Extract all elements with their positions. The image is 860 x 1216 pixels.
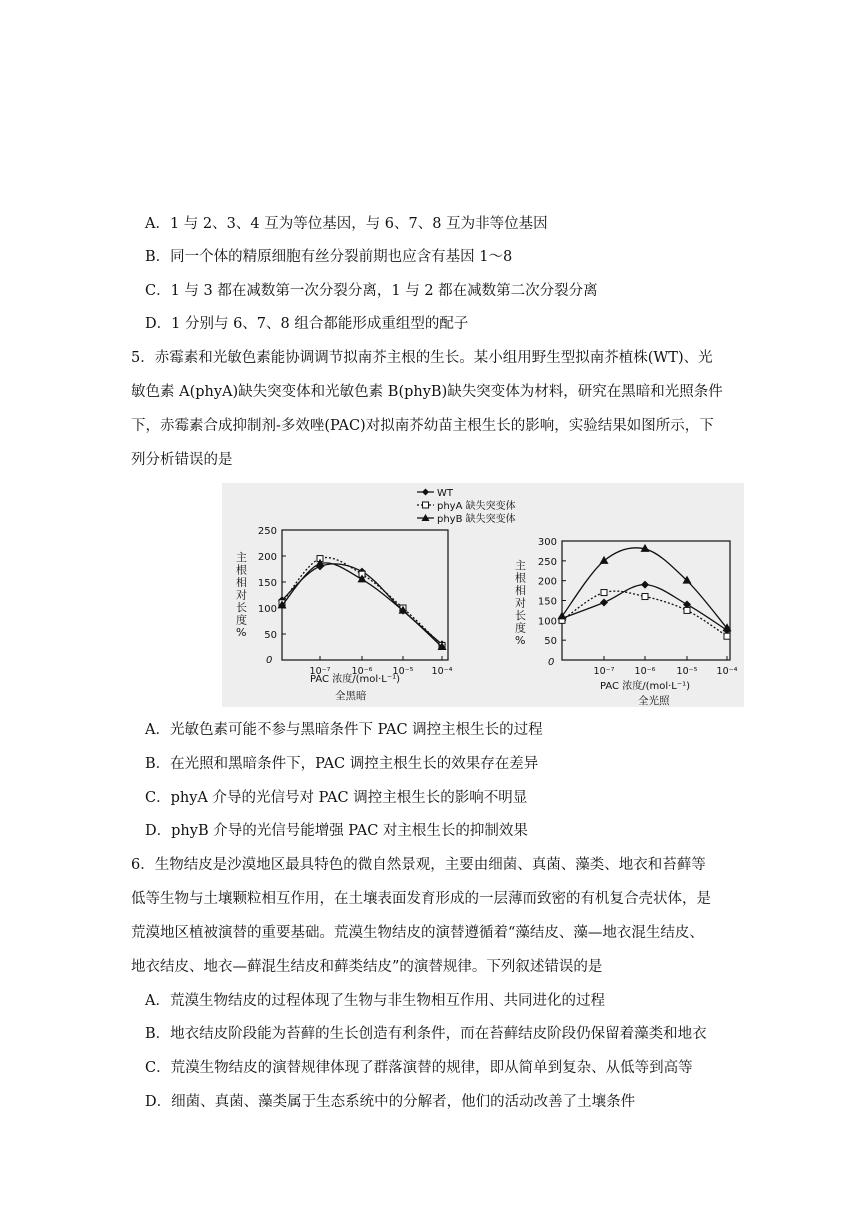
q4-option-c: C．1 与 3 都在减数第一次分裂分离，1 与 2 都在减数第二次分裂分离 xyxy=(145,283,598,299)
right-point-phyb xyxy=(600,556,609,564)
left-xtick-label: 10⁻⁵ xyxy=(392,666,414,677)
left-origin-label: 0 xyxy=(266,655,273,666)
q6-stem-line-2: 低等生物与土壤颗粒相互作用，在土壤表面发育形成的一层薄而致密的有机复合壳状体，是 xyxy=(131,891,711,907)
right-origin-label: 0 xyxy=(548,657,555,668)
pac-root-growth-figure xyxy=(222,483,744,707)
legend-wt: WT xyxy=(437,488,453,499)
left-ylabel: 主根相对长度% xyxy=(236,551,247,639)
q4-option-d: D．1 分别与 6、7、8 组合都能形成重组型的配子 xyxy=(145,316,469,332)
right-ytick-label: 250 xyxy=(537,556,557,568)
right-xtick-label: 10⁻⁷ xyxy=(593,666,615,677)
left-ytick-label: 250 xyxy=(257,526,277,537)
right-ytick-label: 300 xyxy=(537,537,557,548)
q4-option-a: A．1 与 2、3、4 互为等位基因，与 6、7、8 互为非等位基因 xyxy=(145,216,548,232)
q5-stem-line-2: 敏色素 A(phyA)缺失突变体和光敏色素 B(phyB)缺失突变体为材料，研究在黑暗和光照条件 xyxy=(131,384,723,400)
right-xtick-label: 10⁻⁴ xyxy=(716,666,738,677)
q6-option-c: C．荒漠生物结皮的演替规律体现了群落演替的规律，即从简单到复杂、从低等到高等 xyxy=(145,1060,693,1076)
figure-legend xyxy=(417,488,516,525)
q4-option-b: B．同一个体的精原细胞有丝分裂前期也应含有基因 1～8 xyxy=(145,249,513,265)
right-ytick-label: 50 xyxy=(544,636,557,648)
right-ytick-label: 150 xyxy=(537,596,557,608)
right-point-phya xyxy=(684,607,690,613)
q6-option-a: A．荒漠生物结皮的过程体现了生物与非生物相互作用、共同进化的过程 xyxy=(145,993,605,1009)
left-xtick-label: 10⁻⁶ xyxy=(351,666,373,677)
legend-phya: phyA 缺失突变体 xyxy=(437,501,516,512)
right-ytick-label: 200 xyxy=(537,576,557,588)
q5-option-c: C．phyA 介导的光信号对 PAC 调控主根生长的影响不明显 xyxy=(145,790,528,806)
left-ytick-label: 50 xyxy=(264,630,277,641)
q6-stem-line-4: 地衣结皮、地衣—藓混生结皮和藓类结皮”的演替规律。下列叙述错误的是 xyxy=(131,959,603,975)
left-panel-frame xyxy=(282,530,448,660)
q6-option-b: B．地衣结皮阶段能为苔藓的生长创造有利条件，而在苔藓结皮阶段仍保留着藻类和地衣 xyxy=(145,1026,707,1042)
right-point-wt xyxy=(641,581,649,589)
left-ytick-label: 100 xyxy=(257,604,277,615)
q5-stem-line-3: 下，赤霉素合成抑制剂-多效唑(PAC)对拟南芥幼苗主根生长的影响，实验结果如图所示，下 xyxy=(131,418,714,434)
left-xtick-label: 10⁻⁴ xyxy=(431,666,453,677)
right-point-phya xyxy=(724,633,730,639)
right-panel-title: 全光照 xyxy=(638,695,670,707)
q5-option-a: A．光敏色素可能不参与黑暗条件下 PAC 调控主根生长的过程 xyxy=(145,722,543,738)
q5-stem-line-1: 5．赤霉素和光敏色素能协调调节拟南芥主根的生长。某小组用野生型拟南芥植株(WT)、光 xyxy=(131,350,713,366)
q5-option-d: D．phyB 介导的光信号能增强 PAC 对主根生长的抑制效果 xyxy=(145,823,528,839)
q6-stem-line-1: 6．生物结皮是沙漠地区最具特色的微自然景观，主要由细菌、真菌、藻类、地衣和苔藓等 xyxy=(131,857,706,873)
right-ytick-label: 100 xyxy=(537,616,557,628)
right-ylabel: 主根相对长度% xyxy=(515,559,526,647)
legend-phya-marker xyxy=(423,502,429,508)
legend-phyb: phyB 缺失突变体 xyxy=(437,514,516,525)
right-point-phya xyxy=(601,590,607,596)
left-xlabel: PAC 浓度/(mol·L⁻¹) xyxy=(310,674,401,685)
q5-option-b: B．在光照和黑暗条件下，PAC 调控主根生长的效果存在差异 xyxy=(145,756,539,772)
left-ytick-label: 200 xyxy=(257,552,277,563)
right-xlabel: PAC 浓度/(mol·L⁻¹) xyxy=(600,681,691,692)
left-panel-title: 全黑暗 xyxy=(335,690,367,702)
q6-option-d: D．细菌、真菌、藻类属于生态系统中的分解者，他们的活动改善了土壤条件 xyxy=(145,1094,636,1110)
right-xtick-label: 10⁻⁵ xyxy=(676,666,698,677)
figure-svg xyxy=(222,483,744,707)
q5-stem-line-4: 列分析错误的是 xyxy=(131,452,233,468)
q6-stem-line-3: 荒漠地区植被演替的重要基础。荒漠生物结皮的演替遵循着“藻结皮、藻—地衣混生结皮、 xyxy=(131,925,704,941)
right-xtick-label: 10⁻⁶ xyxy=(634,666,656,677)
right-point-phya xyxy=(642,594,648,600)
left-xtick-label: 10⁻⁷ xyxy=(309,666,331,677)
right-series-line-0 xyxy=(562,585,727,631)
legend-wt-marker xyxy=(422,489,429,496)
right-point-wt xyxy=(600,598,608,606)
left-ytick-label: 150 xyxy=(257,578,277,589)
